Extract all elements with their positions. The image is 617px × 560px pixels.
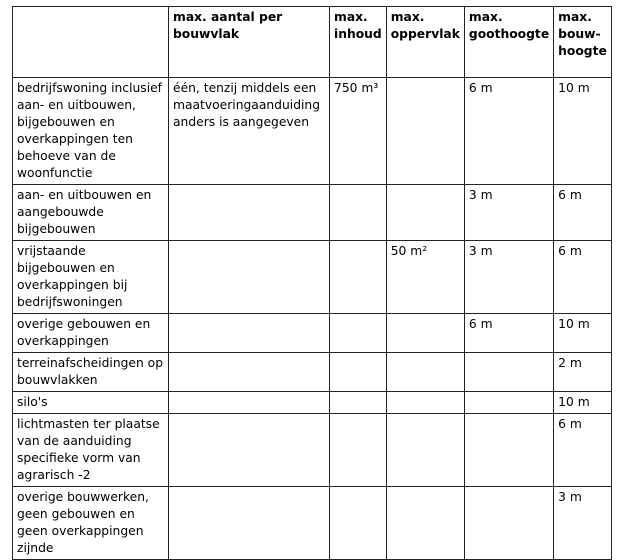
table-cell bbox=[169, 241, 330, 314]
table-cell bbox=[464, 414, 553, 487]
table-cell: 10 m bbox=[554, 392, 612, 414]
header-max-volume: max. inhoud bbox=[330, 7, 387, 78]
table-cell: 10 m bbox=[554, 78, 612, 185]
table-row bbox=[13, 185, 612, 241]
table-row bbox=[13, 241, 612, 314]
header-max-building-height: max. bouw-hoogte bbox=[554, 7, 612, 78]
table-cell bbox=[386, 414, 464, 487]
table-cell: overige bouwwerken, geen gebouwen en geen overkappingen zijnde bbox=[13, 487, 169, 560]
table-cell: bedrijfswoning inclusief aan- en uitbouwen, bijgebouwen en overkappingen ten behoeve van de woonfunctie bbox=[13, 78, 169, 185]
table-cell bbox=[464, 487, 553, 560]
table-cell bbox=[330, 487, 387, 560]
table-cell bbox=[464, 353, 553, 392]
table-row bbox=[13, 414, 612, 487]
table-cell bbox=[464, 392, 553, 414]
table-cell: 750 m³ bbox=[330, 78, 387, 185]
table-cell: 6 m bbox=[464, 78, 553, 185]
table-cell bbox=[169, 314, 330, 353]
table-cell bbox=[169, 185, 330, 241]
table-row bbox=[13, 353, 612, 392]
table-cell bbox=[169, 353, 330, 392]
table-row bbox=[13, 78, 612, 185]
table-cell bbox=[386, 392, 464, 414]
table-cell bbox=[330, 392, 387, 414]
table-cell bbox=[330, 241, 387, 314]
table-cell: 3 m bbox=[464, 241, 553, 314]
table-cell: lichtmasten ter plaatse van de aanduiding specifieke vorm van agrarisch -2 bbox=[13, 414, 169, 487]
table-cell: 6 m bbox=[554, 414, 612, 487]
table-cell bbox=[330, 353, 387, 392]
table-cell: aan- en uitbouwen en aangebouwde bijgebouwen bbox=[13, 185, 169, 241]
table-cell bbox=[330, 314, 387, 353]
table-cell bbox=[386, 185, 464, 241]
table-cell: silo's bbox=[13, 392, 169, 414]
table-cell bbox=[330, 185, 387, 241]
table-cell: terreinafscheidingen op bouwvlakken bbox=[13, 353, 169, 392]
header-row bbox=[13, 7, 612, 78]
table-cell bbox=[169, 414, 330, 487]
table-cell: vrijstaande bijgebouwen en overkappingen bij bedrijfswoningen bbox=[13, 241, 169, 314]
table-cell bbox=[169, 487, 330, 560]
dimensions-table bbox=[12, 6, 612, 560]
header-max-area: max. oppervlak bbox=[386, 7, 464, 78]
table-cell: 2 m bbox=[554, 353, 612, 392]
table-cell: 3 m bbox=[554, 487, 612, 560]
table-cell bbox=[330, 414, 387, 487]
table-cell: 6 m bbox=[554, 241, 612, 314]
table-cell: 10 m bbox=[554, 314, 612, 353]
table-cell bbox=[386, 487, 464, 560]
table-cell: overige gebouwen en overkappingen bbox=[13, 314, 169, 353]
table-cell bbox=[386, 353, 464, 392]
table-cell: één, tenzij middels een maatvoeringaanduiding anders is aangegeven bbox=[169, 78, 330, 185]
table-container bbox=[12, 6, 612, 560]
header-object bbox=[13, 7, 169, 78]
table-cell: 6 m bbox=[464, 314, 553, 353]
table-row bbox=[13, 392, 612, 414]
header-max-count: max. aantal per bouwvlak bbox=[169, 7, 330, 78]
table-row bbox=[13, 487, 612, 560]
table-cell bbox=[386, 314, 464, 353]
table-cell bbox=[386, 78, 464, 185]
table-cell bbox=[169, 392, 330, 414]
table-cell: 50 m² bbox=[386, 241, 464, 314]
table-cell: 6 m bbox=[554, 185, 612, 241]
table-cell: 3 m bbox=[464, 185, 553, 241]
table-row bbox=[13, 314, 612, 353]
header-max-gutter-height: max. goothoogte bbox=[464, 7, 553, 78]
